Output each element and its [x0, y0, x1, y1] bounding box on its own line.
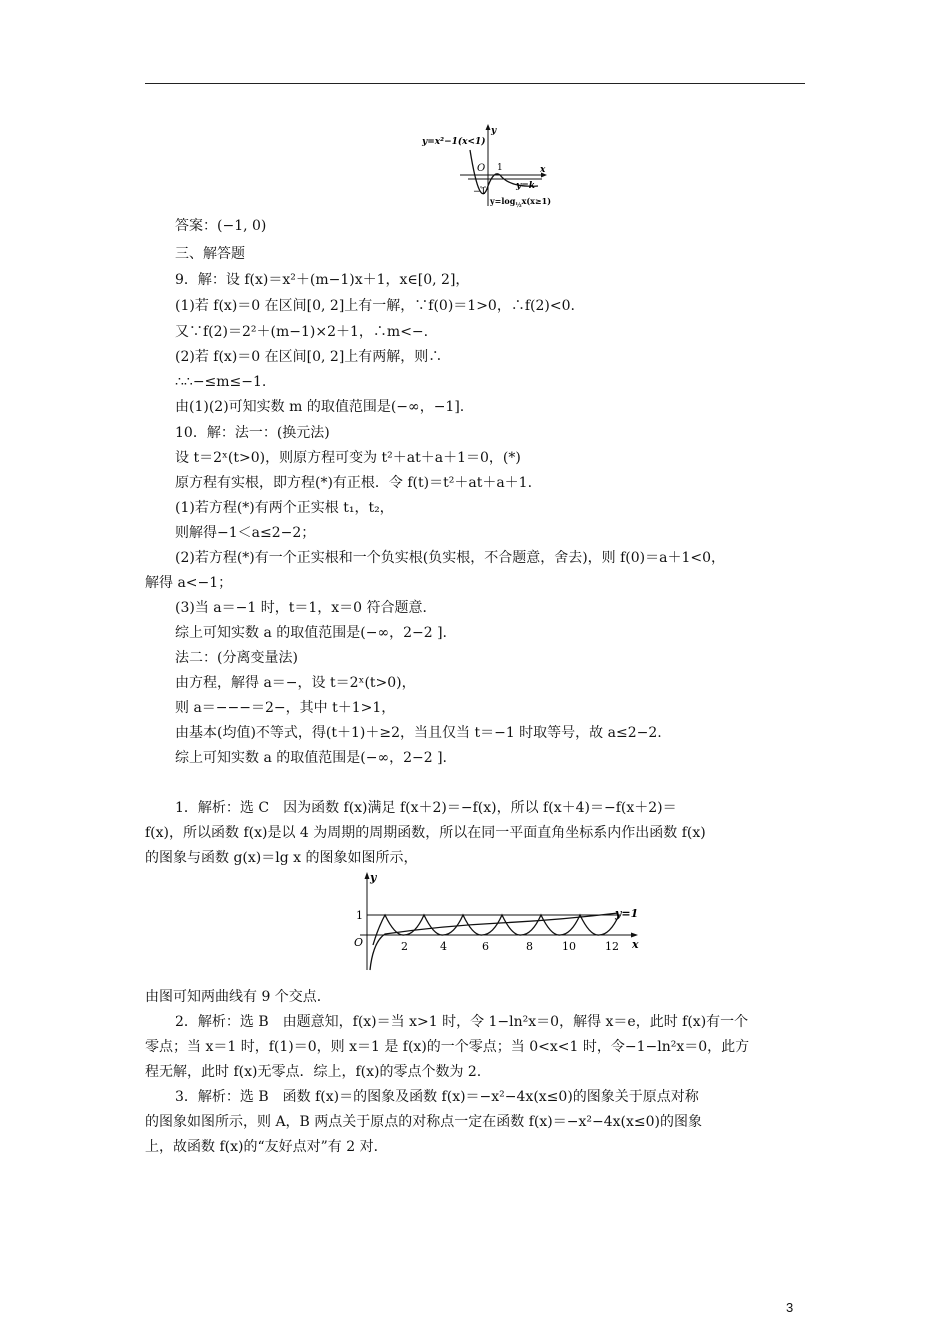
text-line: (1)若 f(x)＝0 在区间[0, 2]上有一解，∵f(0)＝1>0，∴f(2)<0. [175, 298, 575, 314]
text-line: f(x)，所以函数 f(x)是以 4 为周期的周期函数，所以在同一平面直角坐标系内作出函数 f(x) [145, 825, 706, 841]
text-line: 则解得−1＜a≤2−2； [175, 525, 316, 541]
figure2-x-tick: 12 [605, 940, 619, 953]
text-line: 由基本(均值)不等式，得(t＋1)＋≥2，当且仅当 t＝−1 时取等号，故 a≤2−2. [175, 725, 662, 741]
text-line: 由图可知两曲线有 9 个交点． [145, 989, 331, 1005]
header-rule [145, 83, 805, 84]
text-line: 由(1)(2)可知实数 m 的取值范围是(−∞，−1]. [175, 399, 465, 415]
text-line: 1．解析：选 C 因为函数 f(x)满足 f(x＋2)＝−f(x)，所以 f(x＋4)＝−f(x＋2)＝ [175, 800, 677, 816]
figure2-label-y1: y=1 [615, 907, 639, 920]
figure1-y-axis-label: y [491, 126, 497, 136]
figure2-x-tick: 6 [482, 940, 489, 953]
figure2-origin: O [354, 936, 364, 949]
figure1-x-axis-label: x [540, 165, 546, 175]
text-line: 法二：(分离变量法) [175, 650, 298, 666]
figure2-tick-y1: 1 [356, 909, 363, 922]
text-line: (2)若方程(*)有一个正实根和一个负实根(负实根，不合题意，舍去)，则 f(0)＝a＋1<0， [175, 550, 726, 566]
figure1-tick-1: 1 [497, 163, 503, 173]
text-line: 解得 a<−1； [145, 575, 233, 591]
figure2-x-tick: 2 [401, 940, 408, 953]
text-line: ∴∴−≤m≤−1. [175, 374, 267, 390]
text-line: 设 t＝2ˣ(t>0)，则原方程可变为 t²＋at＋a＋1＝0，(*) [175, 450, 521, 466]
figure2-x-tick: 10 [562, 940, 576, 953]
text-line: 综上可知实数 a 的取值范围是(−∞，2−2 ]. [175, 750, 448, 766]
text-line: 综上可知实数 a 的取值范围是(−∞，2−2 ]. [175, 625, 448, 641]
text-line: 由方程，解得 a＝−，设 t＝2ˣ(t>0)， [175, 675, 416, 691]
figure-piecewise-graph [420, 122, 565, 210]
figure-periodic-vs-lg-graph [340, 870, 650, 980]
figure1-label-top: y=x²−1(x<1) [422, 137, 486, 147]
text-line: (2)若 f(x)＝0 在区间[0, 2]上有两解，则∴ [175, 349, 443, 365]
figure1-origin: O [477, 163, 486, 174]
section-heading: 三、解答题 [175, 246, 245, 262]
text-line: 10．解：法一：(换元法) [175, 425, 330, 441]
figure2-x-tick: 4 [440, 940, 447, 953]
figure1-tick-neg1: −1 [473, 187, 487, 197]
figure2-y-axis-label: y [370, 871, 377, 884]
text-line: 的图象如图所示，则 A，B 两点关于原点的对称点一定在函数 f(x)＝−x²−4x(x≤0)的图象 [145, 1114, 702, 1130]
text-line: 3．解析：选 B 函数 f(x)＝的图象及函数 f(x)＝−x²−4x(x≤0)的图象关于原点对称 [175, 1089, 699, 1105]
text-line: (1)若方程(*)有两个正实根 t₁，t₂， [175, 500, 394, 516]
text-line: 零点；当 x＝1 时，f(1)＝0，则 x＝1 是 f(x)的一个零点；当 0<x<1 时，令−1−ln²x＝0，此方 [145, 1039, 750, 1055]
text-line: 9．解：设 f(x)＝x²＋(m−1)x＋1，x∈[0, 2]， [175, 272, 470, 288]
text-line: 程无解，此时 f(x)无零点．综上，f(x)的零点个数为 2. [145, 1064, 482, 1080]
text-line: 上，故函数 f(x)的“友好点对”有 2 对． [145, 1139, 388, 1155]
figure1-label-log: $y=\log_{\frac{1}{2}}x(x\ge 1)$ [490, 196, 551, 209]
text-line: 又∵f(2)＝2²＋(m−1)×2＋1，∴m<−. [175, 324, 429, 340]
text-line: 则 a＝−−−＝2−，其中 t＋1>1， [175, 700, 396, 716]
text-line: (3)当 a＝−1 时，t＝1，x＝0 符合题意． [175, 600, 437, 616]
figure2-x-tick: 8 [526, 940, 533, 953]
text-line: 原方程有实根，即方程(*)有正根．令 f(t)＝t²＋at＋a＋1. [175, 475, 533, 491]
figure2-x-axis-label: x [632, 938, 639, 951]
answer-line: 答案：(−1, 0) [175, 218, 267, 234]
page-number: 3 [786, 1300, 794, 1315]
text-line: 2．解析：选 B 由题意知，f(x)＝当 x>1 时，令 1−ln²x＝0，解得 x＝e，此时 f(x)有一个 [175, 1014, 749, 1030]
figure1-label-k: y=k [516, 181, 536, 191]
text-line: 的图象与函数 g(x)＝lg x 的图象如图所示， [145, 850, 418, 866]
